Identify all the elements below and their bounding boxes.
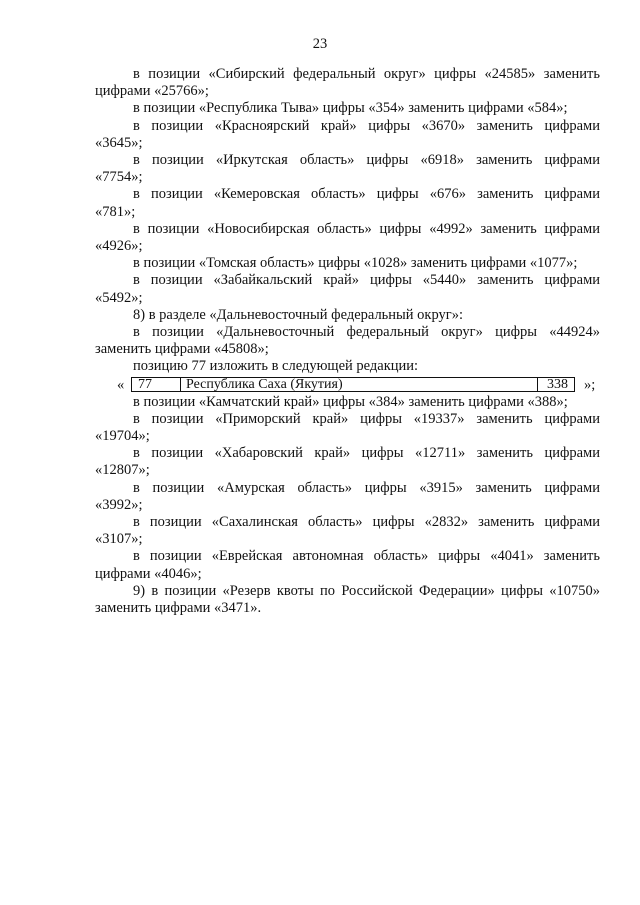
paragraph xyxy=(95,445,600,479)
paragraph xyxy=(95,255,600,272)
paragraph xyxy=(95,66,600,100)
paragraph-continuation-line: «3992»; xyxy=(95,496,143,513)
table-cell-value: 338 xyxy=(547,376,568,392)
table-cell-number: 77 xyxy=(138,376,152,392)
paragraph xyxy=(95,324,600,358)
paragraph-first-line: в позиции «Сибирский федеральный округ» цифры «24585» заменить xyxy=(133,66,600,82)
paragraph-continuation-line: заменить цифрами «3471». xyxy=(95,600,262,617)
paragraph-first-line: в позиции «Камчатский край» цифры «384» заменить цифрами «388»; xyxy=(133,393,568,410)
table-divider xyxy=(537,378,538,391)
table-cell-name: Республика Саха (Якутия) xyxy=(180,378,537,391)
page-number: 23 xyxy=(312,36,328,52)
paragraph xyxy=(95,152,600,186)
paragraph-first-line: в позиции «Томская область» цифры «1028» заменить цифрами «1077»; xyxy=(133,255,578,272)
paragraph-first-line: в позиции «Сахалинская область» цифры «2832» заменить цифрами xyxy=(133,514,600,531)
amendments-before-table xyxy=(95,66,600,376)
paragraph xyxy=(95,100,600,117)
paragraph-continuation-line: цифрами «25766»; xyxy=(95,83,209,100)
paragraph xyxy=(95,221,600,255)
paragraph-first-line: в позиции «Забайкальский край» цифры «5440» заменить цифрами xyxy=(133,272,600,289)
paragraph xyxy=(95,118,600,152)
paragraph-first-line: в позиции «Амурская область» цифры «3915» заменить цифрами xyxy=(133,479,600,496)
paragraph-continuation-line: «5492»; xyxy=(95,289,143,306)
paragraph-first-line: в позиции «Новосибирская область» цифры «4992» заменить цифрами xyxy=(133,220,600,237)
paragraph-continuation-line: «4926»; xyxy=(95,238,143,255)
paragraph-continuation-line: заменить цифрами «45808»; xyxy=(95,341,269,358)
open-quote: « xyxy=(117,376,125,393)
paragraph-continuation-line: «3645»; xyxy=(95,134,143,151)
paragraph-first-line: в позиции «Кемеровская область» цифры «676» заменить цифрами xyxy=(133,186,600,203)
paragraph xyxy=(95,186,600,220)
paragraph-continuation-line: цифрами «4046»; xyxy=(95,565,202,582)
paragraph xyxy=(95,514,600,548)
amendments-after-table xyxy=(95,394,600,618)
paragraph xyxy=(95,307,600,324)
paragraph xyxy=(95,272,600,306)
close-quote: »; xyxy=(584,376,596,393)
paragraph-continuation-line: «12807»; xyxy=(95,462,150,479)
table-row xyxy=(95,376,600,394)
paragraph-continuation-line: «781»; xyxy=(95,203,136,220)
document-body xyxy=(95,66,600,617)
paragraph-continuation-line: «3107»; xyxy=(95,531,143,548)
paragraph-first-line: в позиции «Красноярский край» цифры «3670» заменить цифрами xyxy=(133,117,600,134)
paragraph xyxy=(95,394,600,411)
paragraph-continuation-line: «19704»; xyxy=(95,428,150,445)
paragraph-first-line: позицию 77 изложить в следующей редакции: xyxy=(133,358,419,375)
paragraph-first-line: в позиции «Еврейская автономная область» цифры «4041» заменить xyxy=(133,548,600,565)
paragraph xyxy=(95,358,600,375)
replacement-table xyxy=(131,377,575,392)
paragraph-first-line: в позиции «Республика Тыва» цифры «354» заменить цифрами «584»; xyxy=(133,100,568,117)
paragraph-first-line: в позиции «Дальневосточный федеральный округ» цифры «44924» xyxy=(133,324,600,341)
paragraph xyxy=(95,548,600,582)
paragraph-first-line: 9) в позиции «Резерв квоты по Российской Федерации» цифры «10750» xyxy=(133,582,600,599)
paragraph xyxy=(95,411,600,445)
paragraph xyxy=(95,583,600,617)
paragraph-continuation-line: «7754»; xyxy=(95,169,143,186)
paragraph-first-line: в позиции «Приморский край» цифры «19337» заменить цифрами xyxy=(133,410,600,427)
paragraph xyxy=(95,480,600,514)
paragraph-first-line: в позиции «Хабаровский край» цифры «12711» заменить цифрами xyxy=(133,445,600,462)
paragraph-first-line: в позиции «Иркутская область» цифры «6918» заменить цифрами xyxy=(133,152,600,169)
paragraph-first-line: 8) в разделе «Дальневосточный федеральный округ»: xyxy=(133,306,464,323)
